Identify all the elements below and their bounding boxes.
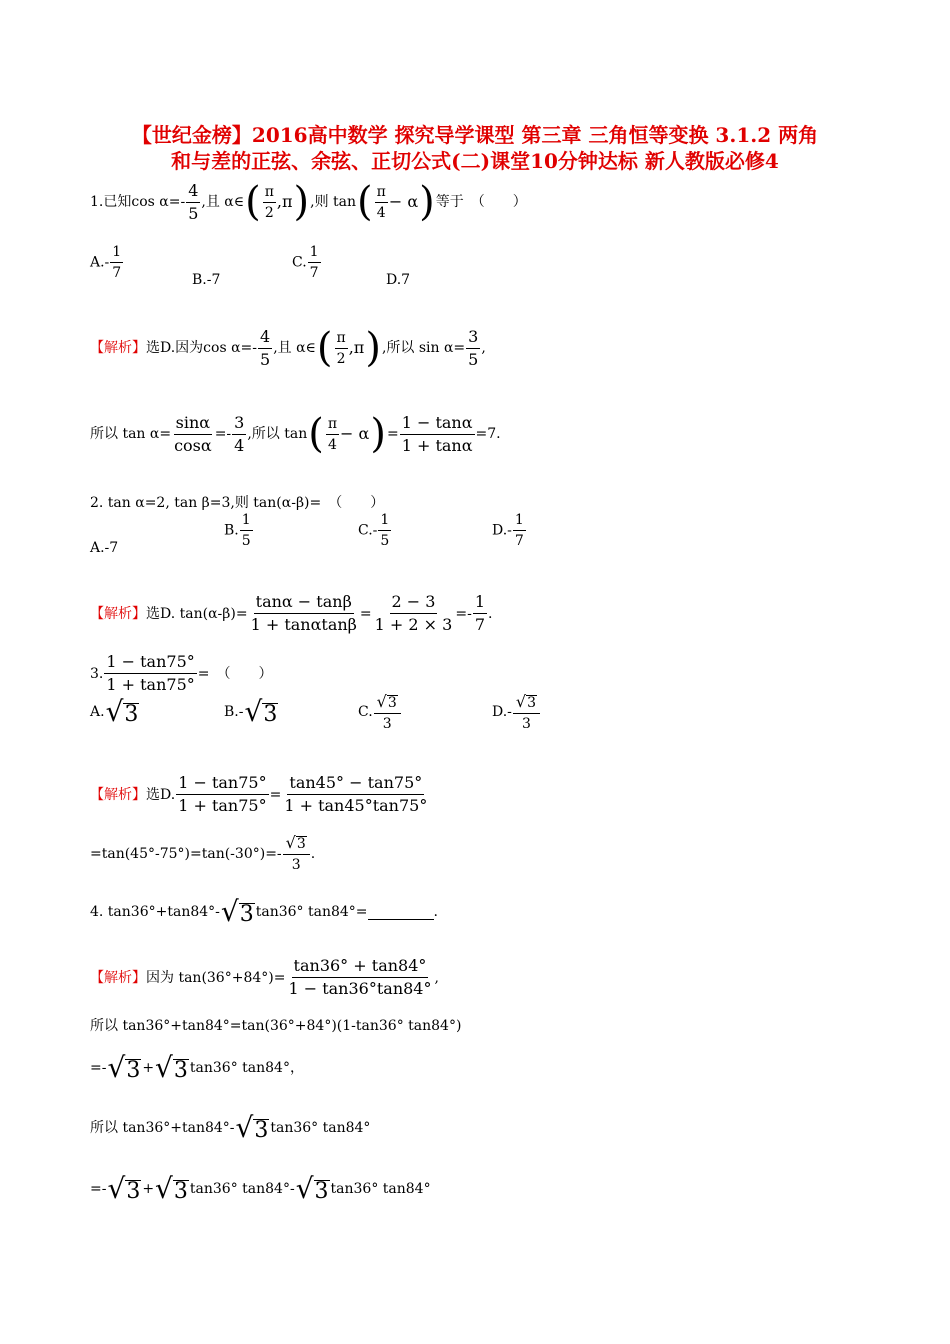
sqrt-symbol: √ 3 xyxy=(105,695,139,728)
option-a: A.- $\frac{1}{7}$ xyxy=(90,243,122,281)
option-d: D.7 xyxy=(386,272,411,288)
answer-2: 【解析】 选D. tan(α-β)= $\frac{\tan\alpha - \tan\beta}{1 + \tan\alpha\tan\beta}$ = $\frac{2 - 3}{1 + 2 \times 3}$ =- $\frac{1}{7}$ . xyxy=(90,592,493,634)
analysis-tag: 【解析】 xyxy=(90,969,146,986)
answer-4-line-2: 所以 tan36°+tan84°=tan(36°+84°)(1-tan36° tan84°) xyxy=(90,1018,462,1034)
option-c: C. √ 3 3 xyxy=(358,694,402,731)
option-d: D.- √ 3 3 xyxy=(492,694,541,731)
analysis-tag: 【解析】 xyxy=(90,605,146,622)
question-3: 3. $\frac{1 - \tan 75^\circ}{1 + \tan 75^\circ}$ = （ ） xyxy=(90,652,273,694)
option-b: B.- √ 3 xyxy=(224,695,278,728)
question-2: 2. tan α=2, tan β=3,则 tan(α-β)= （ ） xyxy=(90,495,385,511)
analysis-tag: 【解析】 xyxy=(90,786,146,803)
answer-3-line-1: 【解析】 选D. $\frac{1 - \tan 75^\circ}{1 + \tan 75^\circ}$ = $\frac{\tan 45^\circ - \tan 75^\circ}{1 + \tan 45^\circ\tan 75^\circ}$ xyxy=(90,773,428,815)
fraction: $\frac{\pi}{4}$ xyxy=(376,183,386,221)
question-4: 4. tan36°+tan84°- √ 3 tan36° tan84°= . xyxy=(90,895,438,928)
option-d: D.- $\frac{1}{7}$ xyxy=(492,511,524,549)
question-1: 1.已知cos α=- $\frac{4}{5}$ ,且 α∈ ( $\frac{\pi}{2}$ ,π ) ,则 tan ( $\frac{\pi}{4}$ − α ) 等于 （ ） xyxy=(90,179,527,225)
fraction: $\frac{4}{5}$ xyxy=(188,180,199,223)
option-a: A.-7 xyxy=(90,540,119,556)
answer-1-line-1: 【解析】 选D.因为cos α=- $\frac{4}{5}$ ,且 α∈ ( $\frac{\pi}{2}$ ,π ) ,所以 sin α= $\frac{3}{5}$ , xyxy=(90,325,486,371)
analysis-tag: 【解析】 xyxy=(90,340,146,356)
option-a: A. √ 3 xyxy=(90,695,139,728)
option-c: C. $\frac{1}{7}$ xyxy=(292,243,319,281)
answer-4-line-4: 所以 tan36°+tan84°- √ 3 tan36° tan84° xyxy=(90,1111,371,1144)
answer-blank xyxy=(368,905,434,920)
answer-4-line-5: =- √ 3 + √ 3 tan36° tan84°- √ 3 tan36° tan84° xyxy=(90,1172,431,1205)
document-title xyxy=(60,122,890,174)
answer-1-line-2: 所以 tan α= $\frac{\sin\alpha}{\cos\alpha}$ =- $\frac{3}{4}$ ,所以 tan ( $\frac{\pi}{4}$ − α ) = $\frac{1 - \tan\alpha}{1 + \tan\alpha}$ =7. xyxy=(90,411,501,457)
option-b: B.-7 xyxy=(192,272,221,288)
answer-4-line-3: =- √ 3 + √ 3 tan36° tan84°， xyxy=(90,1051,304,1084)
answer-4-line-1: 【解析】 因为 tan(36°+84°)= $\frac{\tan 36^\circ + \tan 84^\circ}{1 - \tan 36^\circ\tan 84^\circ}$ , xyxy=(90,956,439,998)
fraction: $\frac{\pi}{2}$ xyxy=(264,183,274,221)
answer-3-line-2: =tan(45°-75°)=tan(-30°)=- √ 3 3 . xyxy=(90,833,316,873)
option-b: B. $\frac{1}{5}$ xyxy=(224,511,251,549)
option-c: C.- $\frac{1}{5}$ xyxy=(358,511,390,549)
title-line-1: 【世纪金榜】2016高中数学 探究导学课型 第三章 三角恒等变换 3.1.2 两角 xyxy=(131,123,819,147)
title-line-2: 和与差的正弦、余弦、正切公式(二)课堂10分钟达标 新人教版必修4 xyxy=(171,149,779,173)
